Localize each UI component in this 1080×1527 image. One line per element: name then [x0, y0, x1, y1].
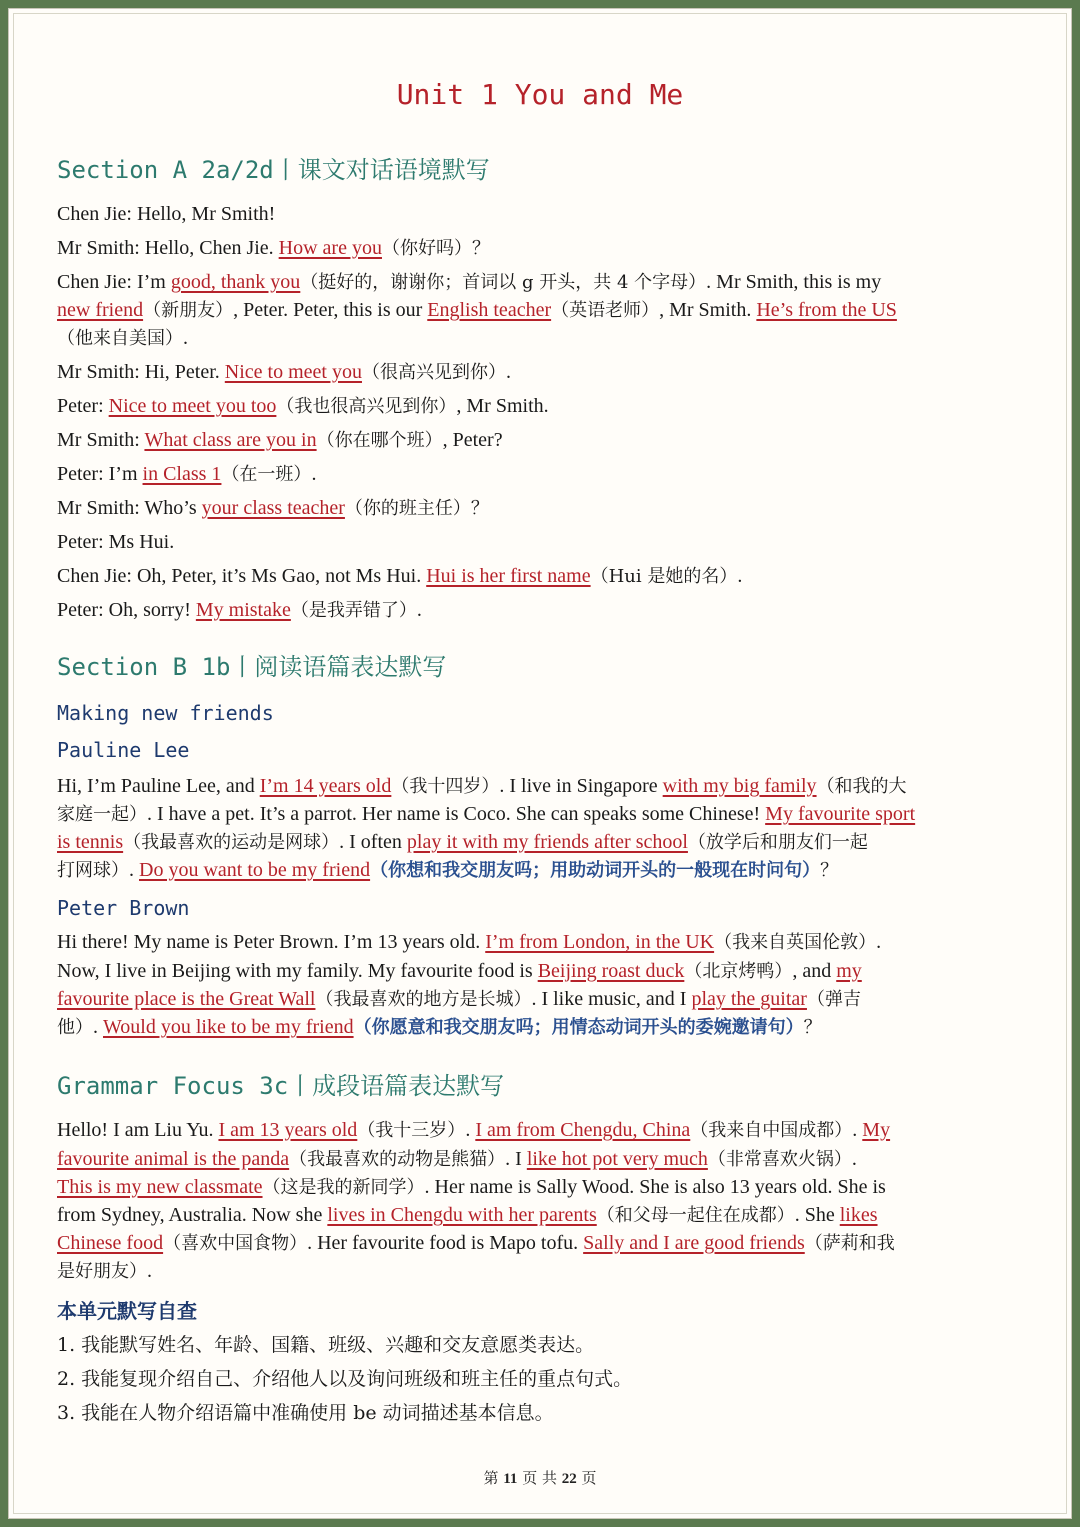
answer-text: your class teacher	[201, 497, 345, 519]
text-line	[57, 957, 862, 986]
chinese-hint: （很高兴见到你）	[361, 362, 506, 383]
answer-text: English teacher	[427, 299, 552, 321]
chinese-hint: （我十三岁）	[357, 1120, 466, 1141]
answer-text: Do you want to be my friend	[139, 859, 371, 881]
answer-text: likes	[839, 1204, 878, 1226]
answer-text: Would you like to be my friend	[103, 1016, 354, 1038]
text-line	[57, 200, 275, 228]
chinese-hint: （我来自中国成都）	[690, 1120, 853, 1141]
answer-text: Chinese food	[57, 1232, 164, 1254]
answer-text: with my big family	[662, 775, 817, 797]
chinese-hint: 家庭一起）	[57, 804, 147, 825]
chinese-hint: ？	[803, 1017, 822, 1038]
answer-text: like hot pot very much	[526, 1148, 708, 1170]
chinese-hint: （这是我的新同学）	[262, 1177, 425, 1198]
text-line	[57, 1173, 886, 1202]
answer-text: favourite place is the Great Wall	[57, 988, 316, 1010]
answer-text: He’s from the US	[756, 299, 897, 321]
plain-text: . I often	[339, 831, 407, 853]
plain-text: . Her favourite food is Mapo tofu.	[307, 1232, 584, 1254]
plain-text: .	[147, 1260, 152, 1282]
text-line	[57, 392, 549, 421]
self-check-item: 2. 我能复现介绍自己、介绍他人以及询问班级和班主任的重点句式。	[57, 1368, 633, 1390]
plain-text: , Peter?	[442, 429, 503, 451]
answer-text: I’m from London, in the UK	[485, 931, 715, 953]
plain-text: Mr Smith:	[57, 429, 145, 451]
plain-text: .	[737, 565, 743, 587]
answer-text: play it with my friends after school	[406, 831, 688, 853]
plain-text: Peter: Oh, sorry!	[57, 599, 196, 621]
text-line	[57, 1229, 895, 1258]
page-title: Unit 1 You and Me	[396, 78, 684, 111]
answer-text: is tennis	[57, 831, 124, 853]
text-line	[57, 296, 897, 325]
text-line	[57, 772, 907, 801]
text-line	[57, 596, 422, 625]
plain-text: Now, I live in Beijing with my family. My favourite food is	[57, 960, 538, 982]
self-check-item: 1. 我能默写姓名、年龄、国籍、班级、兴趣和交友意愿类表达。	[57, 1334, 595, 1356]
plain-text: Chen Jie: Oh, Peter, it’s Ms Gao, not Ms Hui.	[57, 565, 427, 587]
text-line	[57, 1013, 822, 1042]
plain-text: .	[311, 463, 317, 485]
answer-text: Sally and I are good friends	[583, 1232, 805, 1254]
plain-text: , Mr Smith.	[456, 395, 549, 417]
answer-text: Hui is her first name	[426, 565, 591, 587]
chinese-hint: （是我弄错了）	[290, 600, 417, 621]
plain-text: .	[129, 859, 139, 881]
plain-text: Peter: I’m	[57, 463, 143, 485]
text-line	[57, 1145, 857, 1174]
chinese-hint: （英语老师）	[551, 300, 660, 321]
chinese-hint: 打网球）	[57, 860, 129, 881]
answer-text: new friend	[57, 299, 144, 321]
chinese-hint: （我最喜欢的地方是长城）	[315, 989, 532, 1010]
answer-text: My favourite sport	[765, 803, 916, 825]
plain-text: , Peter. Peter, this is our	[233, 299, 428, 321]
page-footer: 第 11 页 共 22 页	[483, 1469, 597, 1487]
plain-text: Mr Smith: Who’s	[57, 497, 202, 519]
peter-name: Peter Brown	[57, 896, 190, 920]
plain-text: .	[851, 1148, 857, 1170]
plain-text: .	[416, 599, 422, 621]
text-line	[57, 528, 174, 556]
text-line	[57, 324, 188, 353]
chinese-hint: （和我的大	[816, 776, 907, 797]
chinese-hint: （挺好的，谢谢你；首词以 g 开头，共 4 个字母）	[300, 272, 707, 293]
answer-text: I am from Chengdu, China	[475, 1119, 691, 1141]
chinese-hint: （我也很高兴见到你）	[276, 396, 457, 417]
chinese-hint: （我来自英国伦敦）	[714, 932, 877, 953]
text-line	[57, 358, 511, 387]
plain-text: . I like music, and I	[531, 988, 692, 1010]
chinese-hint: （我十四岁）	[391, 776, 500, 797]
answer-text: I am 13 years old	[218, 1119, 358, 1141]
text-line	[57, 494, 489, 523]
chinese-hint: （弹吉	[806, 989, 861, 1010]
text-line	[57, 234, 490, 263]
plain-text: . I live in Singapore	[499, 775, 663, 797]
chinese-hint: （我最喜欢的运动是网球）	[123, 832, 340, 853]
chinese-hint: （北京烤鸭）	[684, 961, 793, 982]
self-check-item: 3. 我能在人物介绍语篇中准确使用 be 动词描述基本信息。	[57, 1402, 554, 1424]
plain-text: Peter: Ms Hui.	[57, 531, 175, 553]
plain-text: .	[505, 361, 511, 383]
text-line	[57, 562, 742, 591]
answer-text: good, thank you	[170, 271, 301, 293]
section-b-heading: Section B 1b丨阅读语篇表达默写	[57, 653, 447, 681]
text-line	[57, 460, 316, 489]
chinese-hint: （你的班主任）？	[344, 498, 489, 519]
plain-text: . She	[794, 1204, 840, 1226]
chinese-hint: （你在哪个班）	[316, 430, 443, 451]
text-line	[57, 268, 881, 297]
answer-text: favourite animal is the panda	[57, 1148, 290, 1170]
answer-text: How are you	[278, 237, 382, 259]
plain-text: Mr Smith: Hello, Chen Jie.	[57, 237, 279, 259]
answer-text: my	[836, 960, 862, 982]
plain-text: , and	[792, 960, 837, 982]
answer-text: Nice to meet you too	[108, 395, 277, 417]
text-line	[57, 1116, 890, 1145]
chinese-hint: （你好吗）？	[381, 238, 490, 259]
grammar-heading: Grammar Focus 3c丨成段语篇表达默写	[57, 1072, 505, 1100]
grammar-note: （你想和我交朋友吗；用助动词开头的一般现在时问句）	[370, 860, 821, 881]
plain-text: .	[93, 1016, 103, 1038]
chinese-hint: （他来自美国）	[57, 328, 183, 349]
answer-text: Beijing roast duck	[537, 960, 685, 982]
answer-text: What class are you in	[144, 429, 317, 451]
chinese-hint: 他）	[57, 1017, 93, 1038]
chinese-hint: 是好朋友）	[57, 1261, 147, 1282]
answer-text: I’m 14 years old	[259, 775, 392, 797]
text-line	[57, 828, 868, 857]
chinese-hint: （在一班）	[221, 464, 312, 485]
chinese-hint: （新朋友）	[143, 300, 234, 321]
plain-text: Peter:	[57, 395, 109, 417]
text-line	[57, 928, 881, 957]
text-line	[57, 426, 503, 455]
plain-text: .	[465, 1119, 476, 1141]
plain-text: .	[183, 327, 188, 349]
chinese-hint: （我最喜欢的动物是熊猫）	[289, 1149, 506, 1170]
answer-text: This is my new classmate	[57, 1176, 263, 1198]
plain-text: . I	[505, 1148, 527, 1170]
answer-text: My	[862, 1119, 891, 1141]
chinese-hint: （Hui 是她的名）	[590, 566, 738, 587]
plain-text: Hi, I’m Pauline Lee, and	[57, 775, 260, 797]
plain-text: from Sydney, Australia. Now she	[57, 1204, 328, 1226]
chinese-hint: （喜欢中国食物）	[163, 1233, 308, 1254]
pauline-name: Pauline Lee	[57, 738, 190, 762]
chinese-hint: （放学后和朋友们一起	[687, 832, 868, 853]
plain-text: Chen Jie: I’m	[57, 271, 171, 293]
chinese-hint: （和父母一起住在成都）	[596, 1205, 795, 1226]
plain-text: . Her name is Sally Wood. She is also 13 years old. She is	[424, 1176, 886, 1198]
text-line	[57, 800, 915, 829]
plain-text: . I have a pet. It’s a parrot. Her name is Coco. She can speaks some Chinese!	[147, 803, 766, 825]
text-line	[57, 985, 861, 1014]
answer-text: Nice to meet you	[224, 361, 362, 383]
answer-text: lives in Chengdu with her parents	[327, 1204, 597, 1226]
self-check-heading: 本单元默写自查	[57, 1299, 197, 1323]
plain-text: Mr Smith: Hi, Peter.	[57, 361, 225, 383]
answer-text: play the guitar	[691, 988, 807, 1010]
plain-text: , Mr Smith.	[659, 299, 757, 321]
plain-text: .	[876, 931, 882, 953]
text-line	[57, 856, 838, 885]
chinese-hint: ？	[820, 860, 839, 881]
text-line	[57, 1201, 878, 1230]
plain-text: Chen Jie: Hello, Mr Smith!	[57, 203, 276, 225]
grammar-note: （你愿意和我交朋友吗；用情态动词开头的委婉邀请句）	[353, 1017, 804, 1038]
section-a-heading: Section A 2a/2d丨课文对话语境默写	[57, 156, 490, 184]
answer-text: My mistake	[195, 599, 291, 621]
plain-text: Hello! I am Liu Yu.	[57, 1119, 219, 1141]
answer-text: in Class 1	[142, 463, 222, 485]
section-b-subtitle: Making new friends	[57, 701, 274, 725]
plain-text: Hi there! My name is Peter Brown. I’m 13 years old.	[57, 931, 486, 953]
text-line	[57, 1257, 152, 1286]
chinese-hint: （非常喜欢火锅）	[707, 1149, 852, 1170]
chinese-hint: （萨莉和我	[804, 1233, 895, 1254]
plain-text: .	[852, 1119, 863, 1141]
plain-text: . Mr Smith, this is my	[706, 271, 882, 293]
